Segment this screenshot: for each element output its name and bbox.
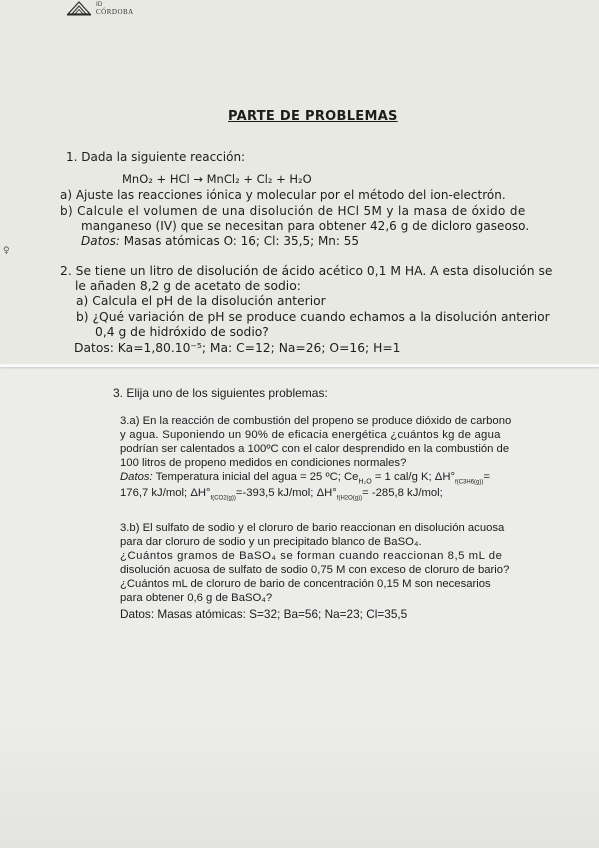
- p2-part-a: a) Calcula el pH de la disolución anterior: [76, 294, 326, 308]
- p3b-line1: 3.b) El sulfato de sodio y el cloruro de bario reaccionan en disolución acuosa: [120, 522, 505, 534]
- p2-part-b-line1: b) ¿Qué variación de pH se produce cuando echamos a la disolución anterior: [76, 310, 550, 324]
- p3b-line2: para dar cloruro de sodio y un precipitado blanco de BaSO₄.: [120, 536, 422, 548]
- p1-reaction: MnO₂ + HCl → MnCl₂ + Cl₂ + H₂O: [122, 172, 312, 186]
- p2-line1: 2. Se tiene un litro de disolución de ácido acético 0,1 M HA. A esta disolución se: [60, 264, 553, 278]
- p3-intro: 3. Elija uno de los siguientes problemas:: [113, 386, 328, 400]
- p1-intro: 1. Dada la siguiente reacción:: [66, 150, 246, 164]
- p3a-line6: [120, 486, 443, 505]
- p3a-data-sub: H₂O: [358, 478, 372, 486]
- p1-part-a: a) Ajuste las reacciones iónica y molecular por el método del ion-electrón.: [60, 188, 506, 202]
- p1-data: [81, 234, 359, 249]
- logo-mark: ID: [96, 1, 103, 8]
- institution-logo-icon: [66, 0, 92, 16]
- p3a-dh1: 176,7 kJ/mol; ΔH°: [120, 487, 211, 499]
- p2-data: Datos: Ka=1,80.10⁻⁵; Ma: C=12; Na=26; O=16; H=1: [74, 341, 401, 355]
- p3b-line5: ¿Cuántos mL de cloruro de bario de concentración 0,15 M son necesarios: [120, 578, 491, 590]
- p3b-line6: para obtener 0,6 g de BaSO₄?: [120, 592, 273, 604]
- p3a-line2: y agua. Suponiendo un 90% de eficacia energética ¿cuántos kg de agua: [120, 429, 501, 441]
- p3a-data-temp: Temperatura inicial del agua = 25 ºC; Ce: [152, 471, 359, 483]
- margin-mark: ♀: [3, 246, 10, 256]
- p3a-data-label: Datos:: [120, 471, 153, 483]
- p3a-data-sub2: f(C3H6(g)): [455, 479, 484, 486]
- page-divider: [0, 364, 599, 367]
- p3b-line4: disolución acuosa de sulfato de sodio 0,75 M con exceso de cloruro de bario?: [120, 564, 510, 576]
- p3b-data: Datos: Masas atómicas: S=32; Ba=56; Na=23; Cl=35,5: [120, 607, 408, 621]
- p1-data-label: Datos:: [81, 234, 120, 248]
- p2-line2: le añaden 8,2 g de acetato de sodio:: [75, 279, 301, 293]
- page-title: PARTE DE PROBLEMAS: [228, 109, 398, 124]
- p3b-line3: ¿Cuántos gramos de BaSO₄ se forman cuando reaccionan 8,5 mL de: [120, 550, 503, 562]
- p3a-dh3: = -285,8 kJ/mol;: [362, 487, 443, 499]
- p1-part-b-line1: b) Calcule el volumen de una disolución de HCl 5M y la masa de óxido de: [60, 204, 526, 218]
- p2-part-b-line2: 0,4 g de hidróxido de sodio?: [95, 325, 269, 339]
- p3a-dh2: =-393,5 kJ/mol; ΔH°: [235, 487, 337, 499]
- p3a-data-ce: = 1 cal/g K; ΔH°: [371, 471, 456, 483]
- logo-text: CÓRDOBA: [96, 8, 134, 16]
- p3a-dh2-sub: f(H2O(g)): [336, 495, 363, 502]
- p3a-line1: 3.a) En la reacción de combustión del propeno se produce dióxido de carbono: [120, 415, 512, 427]
- p1-data-values: Masas atómicas O: 16; Cl: 35,5; Mn: 55: [119, 234, 360, 248]
- p1-part-b-line2: manganeso (IV) que se necesitan para obtener 42,6 g de dicloro gaseoso.: [81, 219, 530, 233]
- p3a-line4: 100 litros de propeno medidos en condiciones normales?: [120, 457, 407, 469]
- p3a-dh1-sub: f(CO2(g)): [210, 495, 236, 502]
- p3a-line3: podrían ser calentados a 100ºC con el calor desprendido en la combustión de: [120, 443, 510, 455]
- page-shadow: [0, 720, 599, 848]
- p3a-data-eq: =: [483, 471, 490, 483]
